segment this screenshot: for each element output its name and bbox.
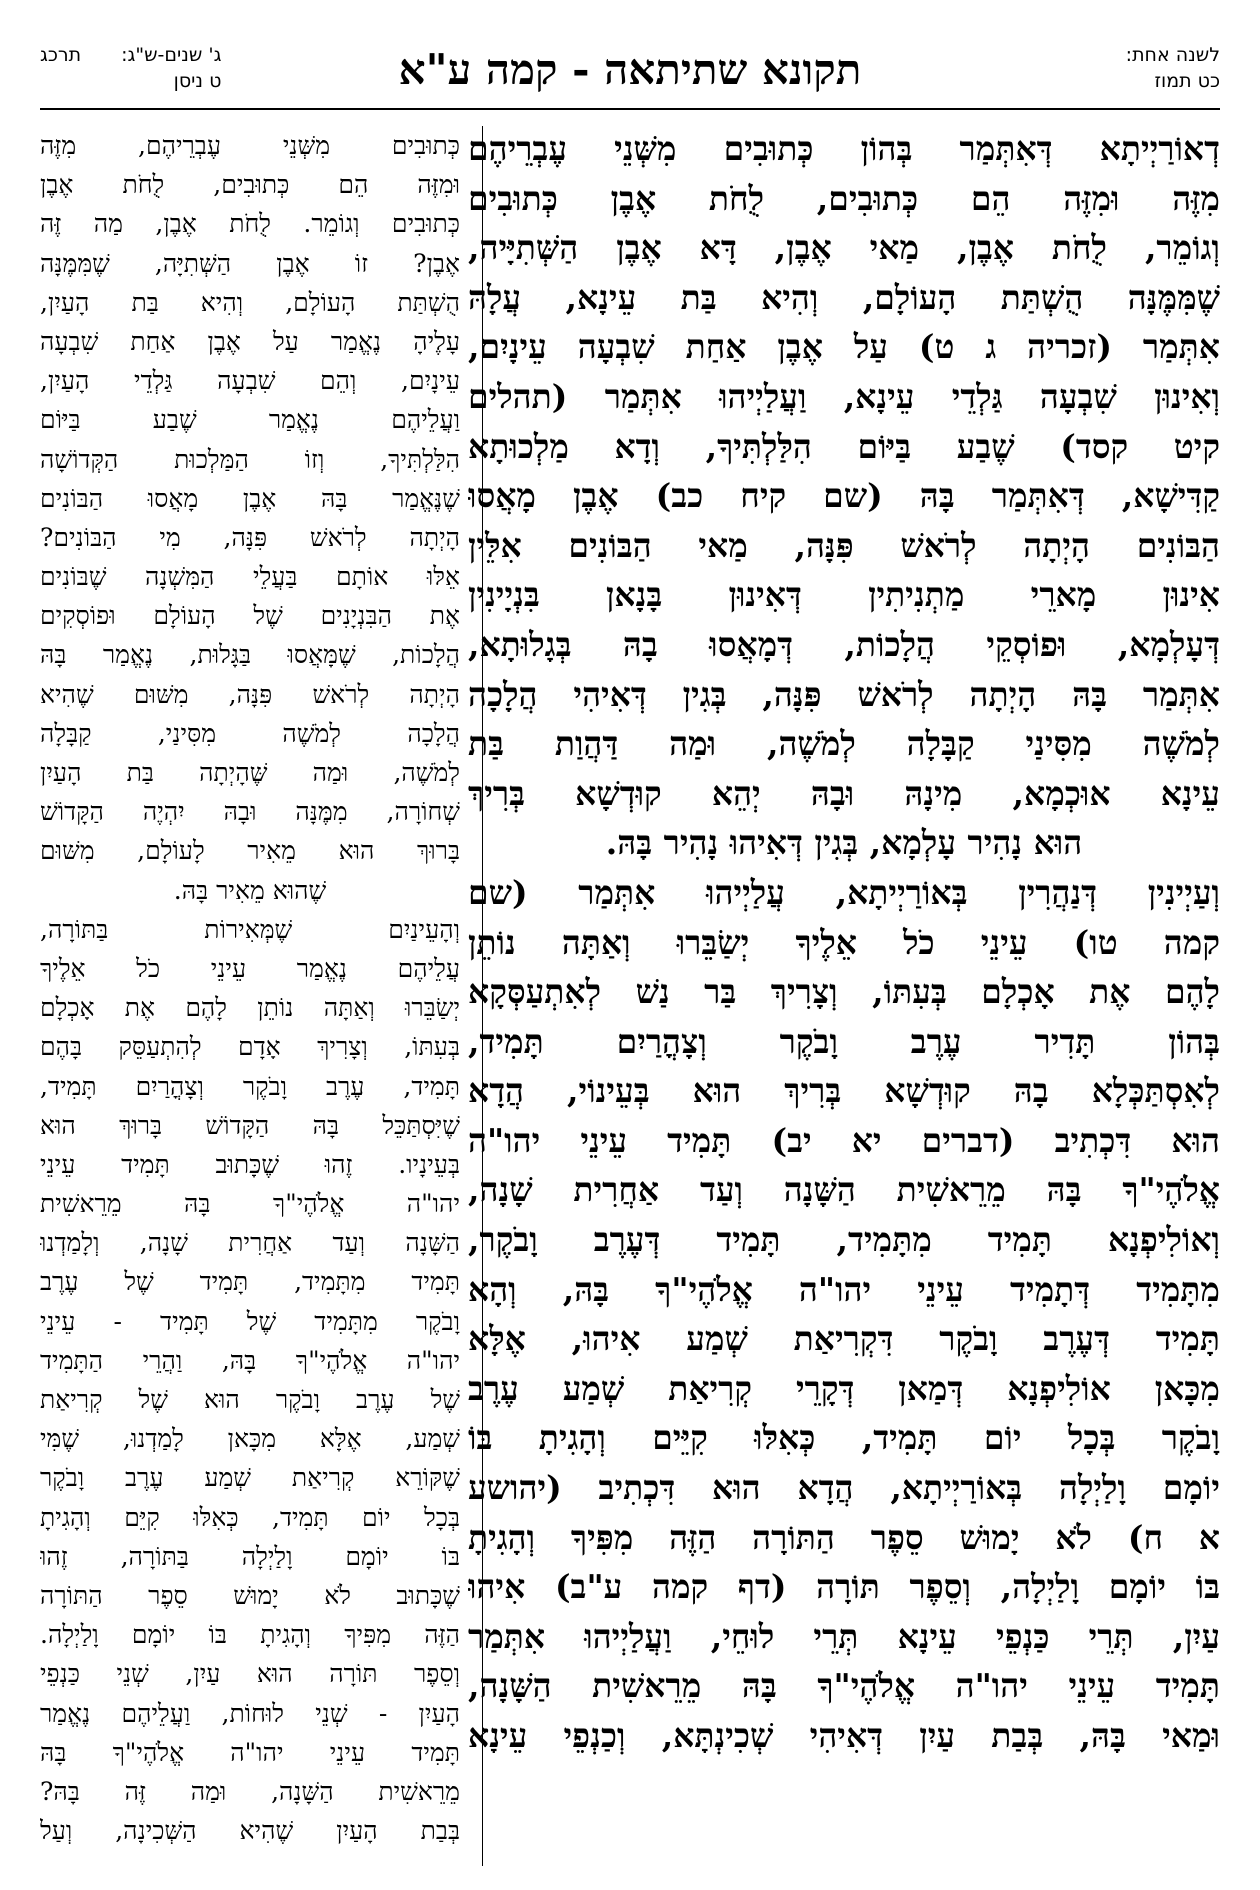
main-text-line: אִינוּן מָארֵי מַתְנִיתִין דְּאִינוּן בָּנָאן בִּנְיָינִין <box>468 575 1220 615</box>
main-text-line: עֵינָא אוּכְמָא, מִינָהּ וּבָהּ יְהֵא קוּדְשָׁא בְּרִיךְ <box>468 773 1220 813</box>
translation-line: הָיְתָה לְרֹאשׁ פִּנָּה, מִי הַבּוֹנִים? <box>40 522 460 552</box>
translation-line: עֵינָיִם, וְהֵם שִׁבְעָה גַּלְדֵי הָעַיִן, <box>40 366 460 396</box>
translation-line: הֲלָכוֹת, שֶׁמָּאֲסוּ בַּגָּלוּת, נֶאֱמַר בָּהּ <box>40 640 460 670</box>
main-text-line: הוּא נָהִיר עָלְמָא, בְּגִין דְּאִיהוּ נָהִיר בָּהּ. <box>605 823 1083 863</box>
main-text-line: בְּהוֹן תָּדִיר עֶרֶב וָבֹקֶר וְצָהֳרַיִם תָּמִיד, <box>468 1021 1220 1061</box>
translation-line: שֶׁיִּסְתַּכֵּל בָּהּ הַקָּדוֹשׁ בָּרוּךְ הוּא <box>40 1110 460 1140</box>
translation-line: וְהָעֵינַיִם שֶׁמְּאִירוֹת בַּתּוֹרָה, <box>40 914 460 944</box>
main-text-line: שֶׁמִּמֶּנָּה הֻשְׁתַּת הָעוֹלָם, וְהִיא בַּת עֵינָא, עֲלָהּ <box>468 277 1220 317</box>
main-text-line: עַיִן, תְּרֵי כַּנְפֵי עֵינָא תְּרֵי לוּחֵי, וַעֲלַיְיהוּ אִתְּמַר <box>468 1616 1220 1656</box>
translation-line: לְמֹשֶׁה, וּמַה שֶּׁהָיְתָה בַּת הָעַיִן <box>40 758 460 787</box>
main-text-line: קיט קסד) שֶׁבַע בַּיּוֹם הִלַּלְתִּיךָ, וְדָא מַלְכוּתָא <box>468 426 1220 466</box>
translation-line: שְׁמַע, אֶלָּא מִכָּאן לָמַדְנוּ, שֶׁמִּי <box>40 1424 460 1454</box>
translation-line: עָלֶיהָ נֶאֱמַר עַל אֶבֶן אַחַת שִׁבְעָה <box>40 326 460 356</box>
translation-line: הֻשְׁתַּת הָעוֹלָם, וְהִיא בַּת הָעַיִן, <box>40 287 460 317</box>
translation-line: הָיְתָה לְרֹאשׁ פִּנָּה, מִשּׁוּם שֶׁהִיא <box>40 679 460 709</box>
translation-line: תָּמִיד, עֶרֶב וָבֹקֶר וְצָהֳרַיִם תָּמִיד, <box>40 1071 460 1101</box>
translation-line: הַשָּׁנָה וְעַד אַחֲרִית שָׁנָה, וְלָמַדְנוּ <box>40 1228 460 1258</box>
main-text-line: לְאִסְתַּכְּלָא בָהּ קוּדְשָׁא בְּרִיךְ הוּא בְּעֵינוֹי, הֲדָא <box>468 1071 1220 1111</box>
main-text-line: א ח) לֹא יָמוּשׁ סֵפֶר הַתּוֹרָה הַזֶּה מִפִּיךָ וְהָגִיתָ <box>468 1517 1220 1557</box>
translation-line: שֶׁנֶּאֱמַר בָּהּ אֶבֶן מָאֲסוּ הַבּוֹנִים <box>40 483 460 513</box>
main-text-line: לְמֹשֶׁה מִסִּינַי קַבָּלָה לְמֹשֶׁה, וּמַה דַּהֲוַת בַּת <box>468 724 1220 764</box>
translation-line: וּמִזֶּה הֵם כְּתוּבִים, לֻחֹת אֶבֶן <box>40 170 460 200</box>
main-text-line: הַבּוֹנִים הָיְתָה לְרֹאשׁ פִּנָּה, מַאי הַבּוֹנִים אִלֵּין <box>468 525 1220 565</box>
schedule-one-year-date: כט תמוז <box>1154 70 1220 92</box>
main-text-line: מִתָּמִיד דְּתָמִיד עֵינֵי יהו"ה אֱלֹהֶי"ךָ בָּהּ, וְהָא <box>468 1269 1220 1309</box>
translation-line: שֶׁהוּא מֵאִיר בָּהּ. <box>173 875 327 905</box>
translation-line: יהו"ה אֱלֹהֶי"ךָ בָּהּ, וַהֲרֵי הַתָּמִיד <box>40 1345 460 1375</box>
translation-line: יהו"ה אֱלֹהֶי"ךָ בָּהּ מֵרֵאשִׁית <box>40 1189 460 1219</box>
main-text-line: מִזֶּה וּמִזֶּה הֵם כְּתוּבִים, לֻחֹת אֶבֶן כְּתוּבִים <box>468 178 1220 218</box>
main-text-line: יוֹמָם וָלַיְלָה בְּאוֹרַיְיתָא, הֲדָא הוּא דִּכְתִיב (יהושע <box>468 1468 1220 1508</box>
translation-line: תָּמִיד מִתָּמִיד, תָּמִיד שֶׁל עֶרֶב <box>40 1267 460 1297</box>
main-text-line: מִכָּאן אוֹלִיפְנָא דְּמַאן דְּקָרֵי קְרִיאַת שְׁמַע עֶרֶב <box>468 1368 1220 1408</box>
page-header <box>40 38 1220 110</box>
main-text-line: קמה טו) עֵינֵי כֹל אֵלֶיךָ יְשַׂבֵּרוּ וְאַתָּה נוֹתֵן <box>468 922 1220 962</box>
schedule-three-years-label: ג' שנים-ש"ג: <box>121 44 222 66</box>
main-text-line: תָּמִיד עֵינֵי יהו"ה אֱלֹהֶי"ךָ בָּהּ מֵרֵאשִׁית הַשָּׁנָה, <box>468 1666 1220 1706</box>
translation-line: אֶת הַבִּנְיָנִים שֶׁל הָעוֹלָם וּפוֹסְקִים <box>40 601 460 631</box>
translation-line: וָבֹקֶר מִתָּמִיד שֶׁל תָּמִיד - עֵינֵי <box>40 1306 460 1336</box>
main-text-line: בּוֹ יוֹמָם וָלַיְלָה, וְסֵפֶר תּוֹרָה (דף קמה ע"ב) אִיהוּ <box>468 1567 1220 1607</box>
column-divider <box>482 126 483 1866</box>
translation-line: מֵרֵאשִׁית הַשָּׁנָה, וּמַה זֶּה בָּהּ? <box>40 1776 460 1806</box>
translation-line: בּוֹ יוֹמָם וָלַיְלָה בַּתּוֹרָה, זֶהוּ <box>40 1541 460 1571</box>
translation-line: אֶבֶן? זוֹ אֶבֶן הַשְּׁתִיָּה, שֶׁמִּמֶּנָּה <box>40 248 460 278</box>
translation-column <box>40 126 460 1866</box>
main-text-line: וְגוֹמֵר, לֻחֹת אֶבֶן, מַאי אֶבֶן, דָּא אֶבֶן הַשְּׁתִיָּיה, <box>468 228 1220 268</box>
translation-line: וַעֲלֵיהֶם נֶאֱמַר שֶׁבַע בַּיּוֹם <box>40 405 460 435</box>
translation-line: הָעַיִן - שְׁנֵי לוּחוֹת, וַעֲלֵיהֶם נֶאֱמַר <box>40 1698 460 1728</box>
translation-line: וְסֵפֶר תּוֹרָה הוּא עַיִן, שְׁנֵי כַּנְפֵי <box>40 1659 460 1689</box>
translation-line: בָּרוּךְ הוּא מֵאִיר לָעוֹלָם, מִשּׁוּם <box>40 836 460 866</box>
translation-line: כְּתוּבִים וְגוֹמֵר. לֻחֹת אֶבֶן, מַה זֶּה <box>40 209 460 239</box>
main-text-line: וּמַאי בָּהּ, בְּבַת עַיִן דְּאִיהִי שְׁכִינְתָּא, וְכַנְפֵי עֵינָא <box>468 1716 1220 1755</box>
translation-line: בְּכָל יוֹם תָּמִיד, כְּאִלּוּ קִיֵּם וְהָגִיתָ <box>40 1502 460 1532</box>
main-text-line: וְעַיְינִין דְּנַהֲרִין בְּאוֹרַיְיתָא, עֲלַיְיהוּ אִתְּמַר (שם <box>468 872 1220 912</box>
header-rule <box>40 108 1220 110</box>
schedule-three-years <box>40 42 221 94</box>
translation-line: הֲלָכָה לְמֹשֶׁה מִסִּינַי, קַבָּלָה <box>40 718 460 748</box>
translation-line: אֵלּוּ אוֹתָם בַּעֲלֵי הַמִּשְׁנָה שֶׁבּוֹנִים <box>40 562 460 592</box>
schedule-one-year-label: לשנה אחת: <box>1125 44 1220 66</box>
translation-line: הַזֶּה מִפִּיךָ וְהָגִיתָ בּוֹ יוֹמָם וָלַיְלָה. <box>40 1620 460 1650</box>
main-text-line: אִתְּמַר בָּהּ הָיְתָה לְרֹאשׁ פִּנָּה, בְּגִין דְּאִיהִי הֲלָכָה <box>468 674 1220 714</box>
schedule-day-number: תרכג <box>40 44 82 66</box>
translation-line: שֶׁכָּתוּב לֹא יָמוּשׁ סֵפֶר הַתּוֹרָה <box>40 1580 460 1610</box>
main-text-line: הוּא דִּכְתִיב (דברים יא יב) תָּמִיד עֵינֵי יהו"ה <box>468 1120 1220 1160</box>
translation-line: עֲלֵיהֶם נֶאֱמַר עֵינֵי כֹל אֵלֶיךָ <box>40 953 460 983</box>
main-text-line: וָבֹקֶר בְּכָל יוֹם תָּמִיד, כְּאִלּוּ קִיֵּים וְהָגִיתָ בּוֹ <box>468 1418 1220 1458</box>
translation-line: תָּמִיד עֵינֵי יהו"ה אֱלֹהֶי"ךָ בָּהּ <box>40 1737 460 1767</box>
translation-line: בְּעֵינָיו. זֶהוּ שֶׁכָּתוּב תָּמִיד עֵינֵי <box>40 1149 460 1179</box>
translation-line: שֶׁל עֶרֶב וָבֹקֶר הוּא שֶׁל קְרִיאַת <box>40 1385 460 1414</box>
schedule-three-years-date: ט ניסן <box>173 70 222 92</box>
main-text-line: דְאוֹרַיְיתָא דְּאִתְּמַר בְּהוֹן כְּתוּבִים מִשְּׁנֵי עֶבְרֵיהֶם <box>468 129 1220 168</box>
main-text-column <box>468 124 1220 1864</box>
main-text-line: וְאוֹלִיפְנָא תָּמִיד מִתָּמִיד, תָּמִיד דְּעֶרֶב וָבֹקֶר, <box>468 1220 1220 1260</box>
translation-line: בְּעִתּוֹ, וְצָרִיךְ אָדָם לְהִתְעַסֵּק בָּהֶם <box>40 1032 460 1062</box>
main-text-line: אֱלֹהֶי"ךָ בָּהּ מֵרֵאשִׁית הַשָּׁנָה וְעַד אַחֲרִית שָׁנָה, <box>468 1170 1220 1210</box>
main-text-line: אִתְּמַר (זכריה ג ט) עַל אֶבֶן אַחַת שִׁבְעָה עֵינָיִם, <box>468 327 1220 367</box>
translation-line: הִלַּלְתִּיךָ, וְזוֹ הַמַּלְכוּת הַקְּדוֹשָׁה <box>40 444 460 474</box>
main-text-line: קַדִּישָׁא, דְּאִתְּמַר בָּהּ (שם קיח כב) אֶבֶן מָאֲסוּ <box>468 476 1220 516</box>
main-text-line: לָהֶם אֶת אָכְלָם בְּעִתּוֹ, וְצָרִיךְ בַּר נַשׁ לְאִתְעַסְּקָא <box>468 972 1220 1012</box>
translation-line: כְּתוּבִים מִשְּׁנֵי עֶבְרֵיהֶם, מִזֶּה <box>40 131 460 160</box>
translation-line: שֶׁקּוֹרֵא קְרִיאַת שְׁמַע עֶרֶב וָבֹקֶר <box>40 1463 460 1493</box>
schedule-three-years-group <box>121 42 221 94</box>
page-title: תקונא שתיתאה - קמה ע"א <box>398 45 862 94</box>
main-text-line: וְאִינוּן שִׁבְעָה גַּלְדֵי עֵינָא, וַעֲלַיְיהוּ אִתְּמַר (תהלים <box>468 376 1220 416</box>
main-text-line: דְּעָלְמָא, וּפוֹסְקֵי הֲלָכוֹת, דְּמָאֲסוּ בָהּ בְּגָלוּתָא, <box>468 624 1220 664</box>
translation-line: שְׁחוֹרָה, מִמֶּנָּה וּבָהּ יִהְיֶה הַקָּדוֹשׁ <box>40 797 460 827</box>
translation-line: בְּבַת הָעַיִן שֶׁהִיא הַשְּׁכִינָה, וְעַל <box>40 1816 460 1846</box>
translation-line: יְשַׂבֵּרוּ וְאַתָּה נוֹתֵן לָהֶם אֶת אָכְלָם <box>40 993 460 1023</box>
main-text-line: תָּמִיד דְּעֶרֶב וָבֹקֶר דִּקְרִיאַת שְׁמַע אִיהוּ, אֶלָּא <box>468 1319 1220 1359</box>
